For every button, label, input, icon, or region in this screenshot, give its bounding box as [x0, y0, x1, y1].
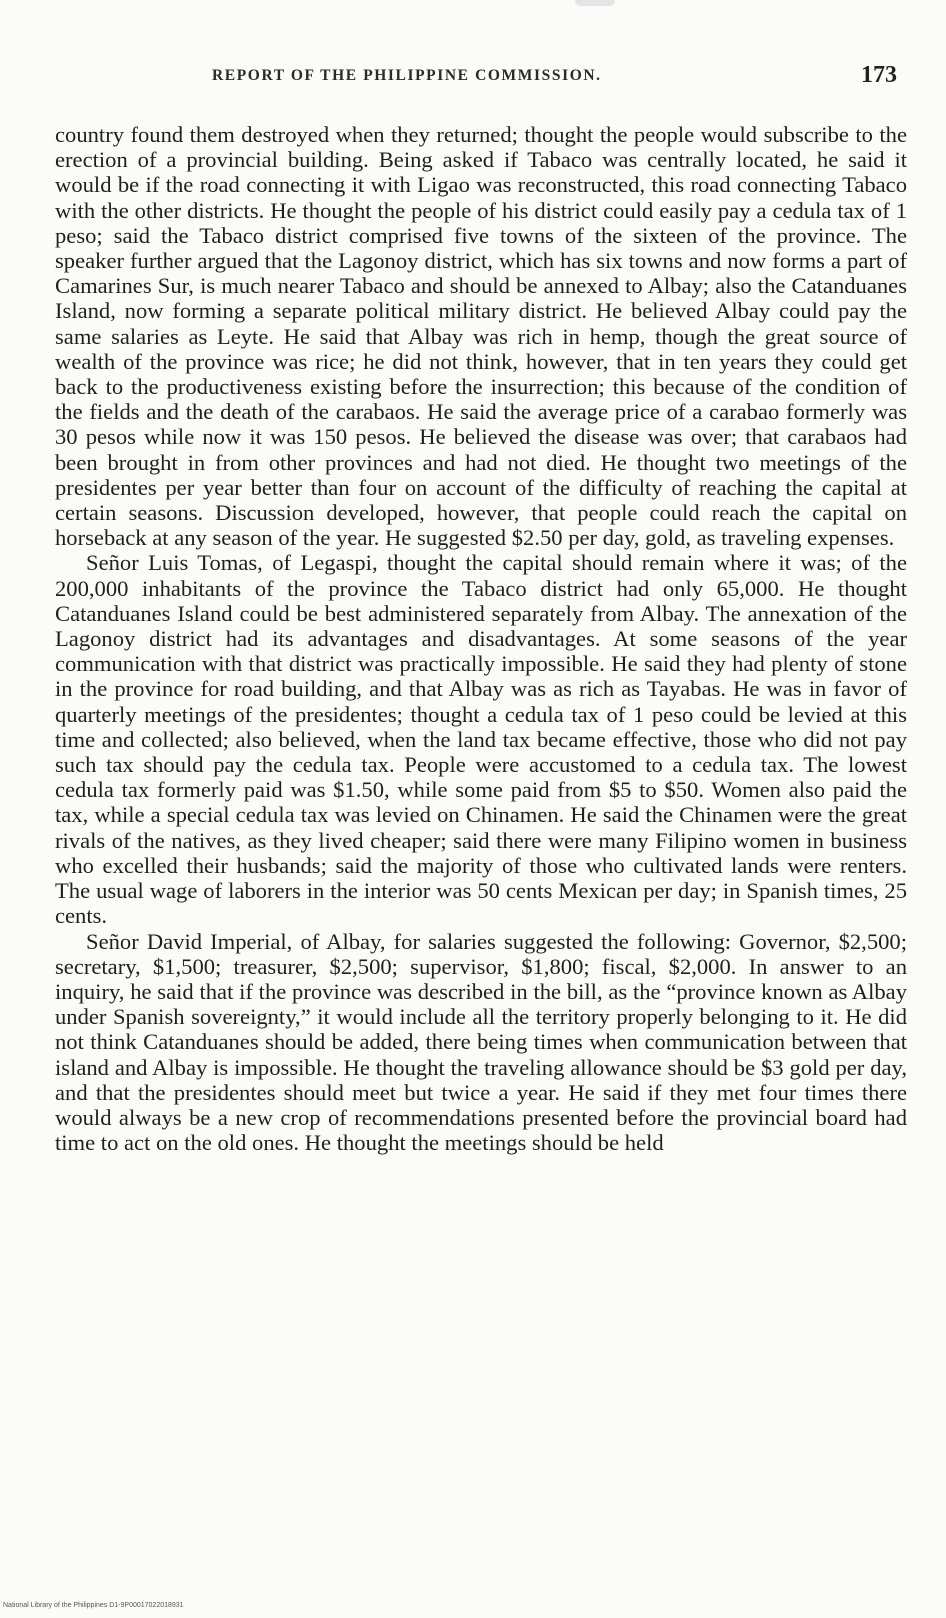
scan-credit: National Library of the Philippines D1-9P00017022018931	[3, 1602, 184, 1609]
body-text	[55, 122, 907, 1155]
page-header	[55, 62, 915, 92]
page-number: 173	[861, 62, 897, 88]
paragraph-continued: country found them destroyed when they returned; thought the people would subscribe to the erection of a provincial building. Being asked if Tabaco was centrally located, he said it would be if the road connecting it with Ligao was reconstructed, this road connecting Tabaco with the other districts. He thought the people of his district could easily pay a cedula tax of 1 peso; said the Tabaco district comprised five towns of the sixteen of the province. The speaker further argued that the Lagonoy district, which has six towns and now forms a part of Camarines Sur, is much nearer Tabaco and should be annexed to Albay; also the Catanduanes Island, now forming a separate political military district. He believed Albay could pay the same salaries as Leyte. He said that Albay was rich in hemp, though the great source of wealth of the province was rice; he did not think, however, that in ten years they could get back to the productiveness existing before the insurrection; this because of the condition of the fields and the death of the carabaos. He said the average price of a carabao formerly was 30 pesos while now it was 150 pesos. He believed the disease was over; that carabaos had been brought in from other provinces and had not died. He thought two meetings of the presidentes per year better than four on account of the difficulty of reaching the capital at certain seasons. Discussion developed, however, that people could reach the capital on horseback at any season of the year. He suggested $2.50 per day, gold, as traveling expenses.	[55, 122, 907, 551]
paragraph-luis-tomas: Señor Luis Tomas, of Legaspi, thought the capital should remain where it was; of the 200,000 inhabitants of the province the Tabaco district had only 65,000. He thought Catanduanes Island could be best administered separately from Albay. The annexation of the Lagonoy district had its advantages and disadvantages. At some seasons of the year communication with that district was practically impossible. He said they had plenty of stone in the province for road building, and that Albay was as rich as Tayabas. He was in favor of quarterly meetings of the presidentes; thought a cedula tax of 1 peso could be levied at this time and collected; also believed, when the land tax became effective, those who did not pay such tax should pay the cedula tax. People were accustomed to a cedula tax. The lowest cedula tax formerly paid was $1.50, while some paid from $5 to $50. Women also paid the tax, while a special cedula tax was levied on Chinamen. He said the Chinamen were the great rivals of the natives, as they lived cheaper; said there were many Filipino women in business who excelled their husbands; said the majority of those who cultivated lands were renters. The usual wage of laborers in the interior was 50 cents Mexican per day; in Spanish times, 25 cents.	[55, 550, 907, 929]
paragraph-david-imperial: Señor David Imperial, of Albay, for salaries suggested the following: Governor, $2,500; secretary, $1,500; treasurer, $2,500; supervisor, $1,800; fiscal, $2,000. In answer to an inquiry, he said that if the province was described in the bill, as the “province known as Albay under Spanish sovereignty,” it would include all the territory properly belonging to it. He did not think Catanduanes should be added, there being times when communication between that island and Albay is impossible. He thought the traveling allowance should be $3 gold per day, and that the presidentes should meet but twice a year. He said if they met four times there would always be a new crop of recommendations presented before the provincial board had time to act on the old ones. He thought the meetings should be held	[55, 928, 907, 1156]
running-head: REPORT OF THE PHILIPPINE COMMISSION.	[212, 67, 602, 84]
scan-smudge	[575, 0, 615, 6]
